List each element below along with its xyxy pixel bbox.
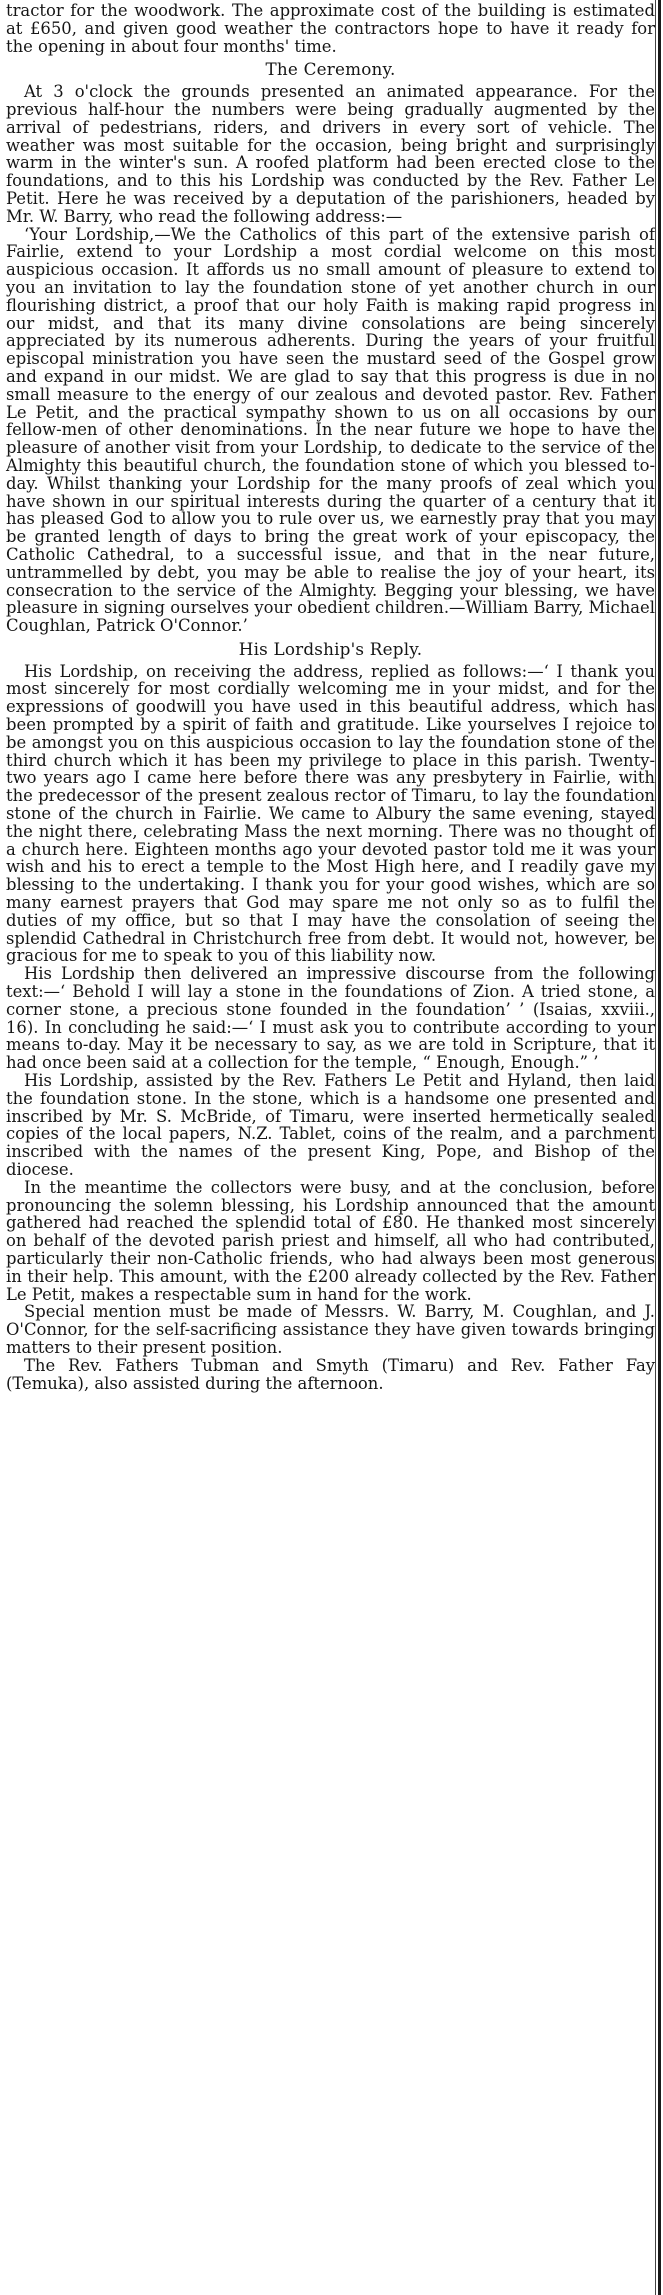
intro-paragraph: tractor for the woodwork. The approximate cost of the building is estimated at £650, and given good weather the contractors hope to have it ready for the opening in about four months' time. [6, 1, 655, 56]
reply-paragraph-6: The Rev. Fathers Tubman and Smyth (Timaru) and Rev. Father Fay (Temuka), also assisted during the afternoon. [6, 1355, 655, 1393]
reply-paragraph-2: His Lordship then delivered an impressive discourse from the following text:—‘ Behold I will lay a stone in the foundations of Zion. A tried stone, a corner stone, a precious stone founded in the foundation’ ’ (Isaias, xxviii., 16). In concluding he said:—‘ I must ask you to contribute according to your means to-day. May it be necessary to say, as we are told in Scripture, that it had once been said at a collection for the temple, “ Enough, Enough.” ’ [6, 964, 655, 1073]
column-rule-thin [655, 0, 656, 2295]
address-paragraph: ‘Your Lordship,—We the Catholics of this part of the extensive parish of Fairlie, extend to your Lordship a most cordial welcome on this most auspicious occasion. It affords us no small amount of pleasure to extend to you an invitation to lay the foundation stone of yet another church in our flourishing district, a proof that our holy Faith is making rapid progress in our midst, and that its many divine consolations are being sincerely appreciated by its numerous adherents. During the years of your fruitful episcopal ministration you have seen the mustard seed of the Gospel grow and expand in our midst. We are glad to say that this progress is due in no small measure to the energy of our zealous and devoted pastor. Rev. Father Le Petit, and the practical sympathy shown to us on all occasions by our fellow-men of other denominations. In the near future we hope to have the pleasure of another visit from your Lordship, to dedicate to the service of the Almighty this beautiful church, the foundation stone of which you blessed to-day. Whilst thanking your Lordship for the many proofs of zeal which you have shown in our spiritual interests during the quarter of a century that it has pleased God to allow you to rule over us, we earnestly pray that you may be granted length of days to bring the great work of your episcopacy, the Catholic Cathedral, to a successful issue, and that in the near future, untrammelled by debt, you may be able to realise the joy of your heart, its consecration to the service of the Almighty. Begging your blessing, we have pleasure in signing ourselves your obedient children.—William Barry, Michael Coughlan, Patrick O'Connor.’ [6, 224, 655, 636]
column-rule-thick [658, 0, 661, 2295]
ceremony-paragraph: At 3 o'clock the grounds presented an animated appearance. For the previous half-hour the numbers were being gradually augmented by the arrival of pedestrians, riders, and drivers in every sort of vehicle. The weather was most suitable for the occasion, being bright and surprisingly warm in the winter's sun. A roofed platform had been erected close to the foundations, and to this his Lordship was conducted by the Rev. Father Le Petit. Here he was received by a deputation of the parishioners, headed by Mr. W. Barry, who read the following address:— [6, 82, 655, 226]
reply-heading: His Lordship's Reply. [238, 638, 423, 659]
reply-paragraph-1: His Lordship, on receiving the address, replied as follows:—‘ I thank you most sincerely for most cordially welcoming me in your midst, and for the expressions of goodwill you have used in this beautiful address, which has been prompted by a spirit of faith and gratitude. Like yourselves I rejoice to be amongst you on this auspicious occasion to lay the foundation stone of the third church which it has been my privilege to place in this parish. Twenty-two years ago I came here before there was any presbytery in Fairlie, with the predecessor of the present zealous rector of Timaru, to lay the foundation stone of the church in Fairlie. We came to Albury the same evening, stayed the night there, celebrating Mass the next morning. There was no thought of a church here. Eighteen months ago your devoted pastor told me it was your wish and his to erect a temple to the Most High here, and I readily gave my blessing to the undertaking. I thank you for your good wishes, which are so many earnest prayers that God may spare me not only so as to fulfil the duties of my office, but so that I may have the consolation of seeing the splendid Cathedral in Christchurch free from debt. It would not, however, be gracious for me to speak to you of this liability now. [6, 661, 655, 966]
reply-paragraph-4: In the meantime the collectors were busy, and at the conclusion, before pronouncing the solemn blessing, his Lordship announced that the amount gathered had reached the splendid total of £80. He thanked most sincerely on behalf of the devoted parish priest and himself, all who had contributed, particularly their non-Catholic friends, who had always been most generous in their help. This amount, with the £200 already collected by the Rev. Father Le Petit, makes a respectable sum in hand for the work. [6, 1177, 655, 1304]
ceremony-heading: The Ceremony. [265, 59, 396, 80]
reply-paragraph-3: His Lordship, assisted by the Rev. Fathers Le Petit and Hyland, then laid the foundation stone. In the stone, which is a handsome one presented and inscribed by Mr. S. McBride, of Timaru, were inserted hermetically sealed copies of the local papers, N.Z. Tablet, coins of the realm, and a parchment inscribed with the names of the present King, Pope, and Bishop of the diocese. [6, 1071, 655, 1179]
reply-paragraph-5: Special mention must be made of Messrs. W. Barry, M. Coughlan, and J. O'Connor, for the self-sacrificing assistance they have given towards bringing matters to their present position. [6, 1302, 655, 1357]
